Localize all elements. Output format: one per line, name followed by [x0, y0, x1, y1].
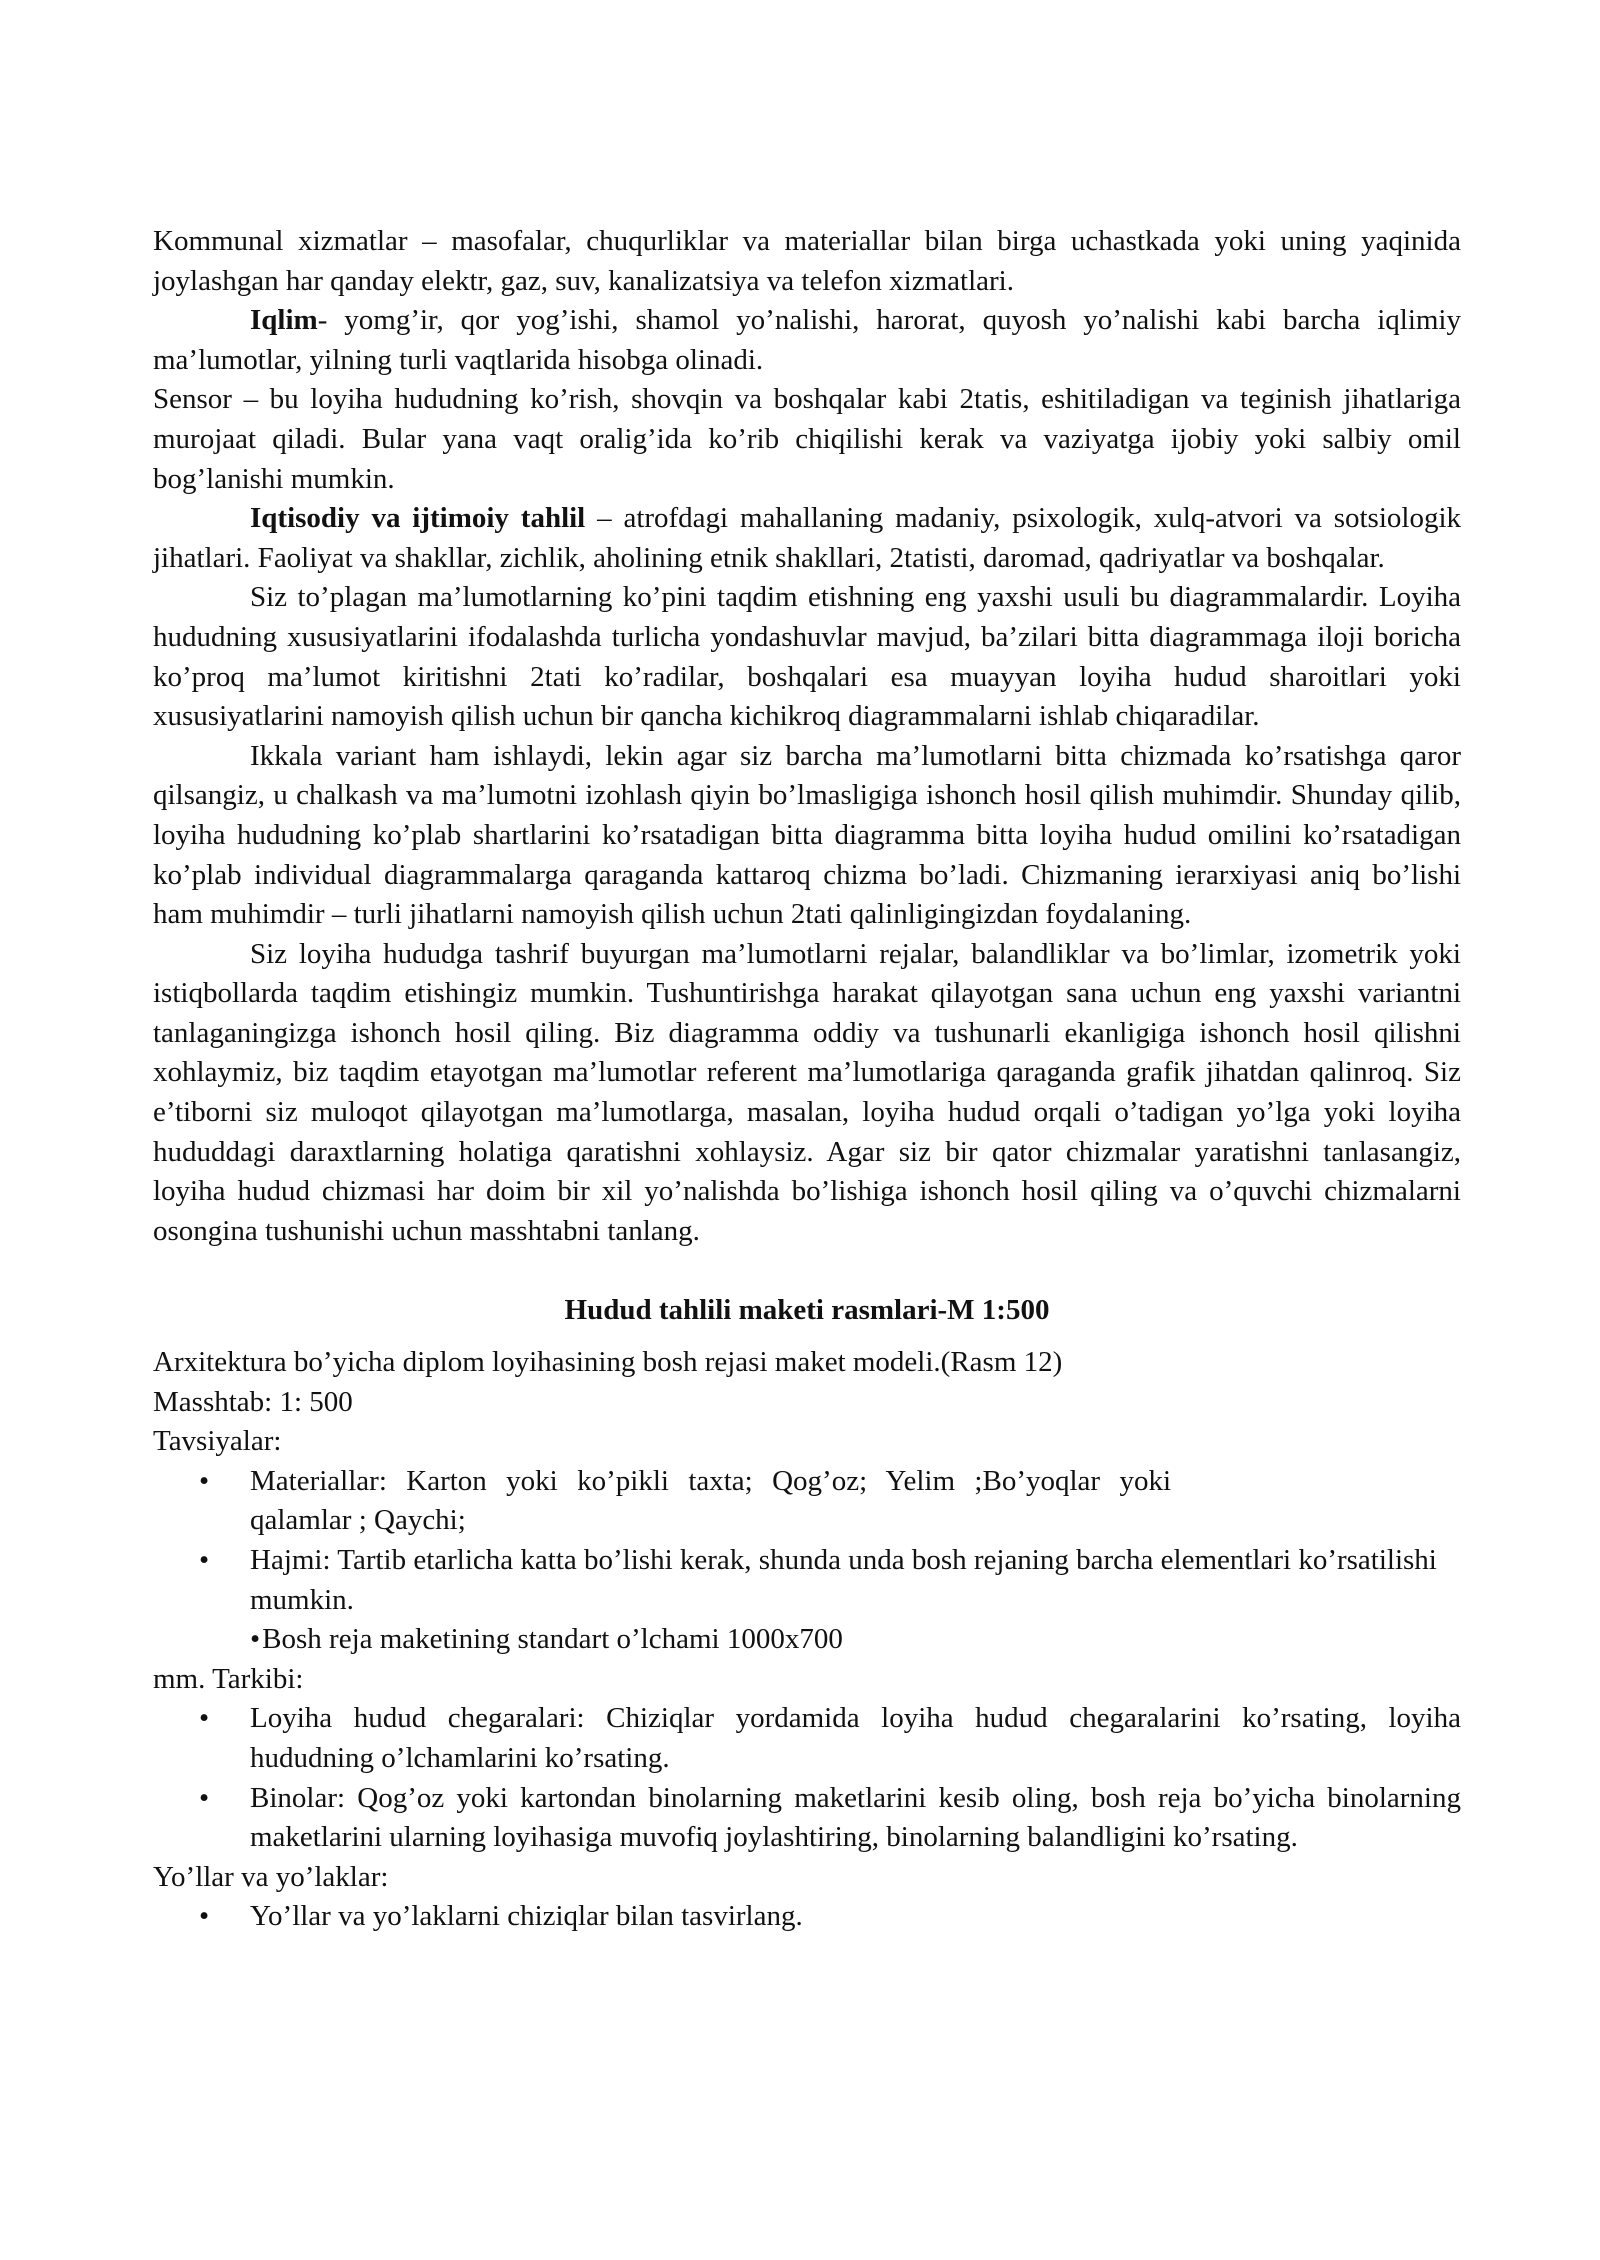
paragraph-text: Siz to’plagan ma’lumotlarning ko’pini taqdim etishning eng yaxshi usuli bu diagrammalardir. Loyiha hududning xususiyatlarini ifodalashda turlicha yondashuvlar mavjud, ba’zilari bitta diagrammaga iloji boricha ko’proq ma’lumot kiritishni 2tati ko’radilar, boshqalari esa muayyan loyiha hudud sharoitlari yoki xususiyatlarini namoyish qilish uchun bir qancha kichikroq diagrammalarni ishlab chiqaradilar.	[153, 581, 1461, 733]
roads-list	[153, 1897, 1461, 1937]
roads-label: Yo’llar va yo’laklar:	[153, 1860, 389, 1893]
list-item-text: Materiallar: Karton yoki ko’pikli taxta; Qog’oz; Yelim ;Bo’yoqlar yoki qalamlar ; Qaychi;	[250, 1464, 1171, 1537]
list-item-text: Hajmi: Tartib etarlicha katta bo’lishi kerak, shunda unda bosh rejaning barcha elementlari ko’rsatilishi mumkin.	[250, 1544, 1437, 1616]
paragraph-diagrams	[153, 578, 1461, 736]
paragraph-text: Kommunal xizmatlar – masofalar, chuqurliklar va materiallar bilan birga uchastkada yoki uning yaqinida joylashgan har qanday elektr, gaz, suv, kanalizatsiya va telefon xizmatlari.	[153, 225, 1461, 297]
scale-line: Masshtab: 1: 500	[153, 1385, 353, 1418]
paragraph-text: Siz loyiha hududga tashrif buyurgan ma’lumotlarni rejalar, balandliklar va bo’limlar, izometrik yoki istiqbollarda taqdim etishingiz mumkin. Tushuntirishga harakat qilayotgan sana uchun eng yaxshi variantni tanlaganingizga ishonch hosil qiling. Biz diagramma oddiy va tushunarli ekanligiga ishonch hosil qilishni xohlaymiz, biz taqdim etayotgan ma’lumotlar referent ma’lumotlariga qaraganda grafik jihatdan qalinroq. Siz e’tiborni siz muloqot qilayotgan ma’lumotlarga, masalan, loyiha hudud orqali o’tadigan yo’lga yoki loyiha hududdagi daraxtlarning holatiga qaratishni xohlaysiz. Agar siz bir qator chizmalar yaratishni tanlasangiz, loyiha hudud chizmasi har doim bir xil yo’nalishda bo’lishiga ishonch hosil qiling va o’quvchi chizmalarni osongina tushunishi uchun masshtabni tanlang.	[153, 937, 1461, 1247]
paragraph-text: Sensor – bu loyiha hududning ko’rish, shovqin va boshqalar kabi 2tatis, eshitiladigan va teginish jihatlariga murojaat qiladi. Bular yana vaqt oralig’ida ko’rib chiqilishi kerak va vaziyatga ijobiy yoki salbiy omil bog’lanishi mumkin.	[153, 383, 1461, 495]
paragraph-sensor	[153, 380, 1461, 499]
list-item	[153, 1779, 1461, 1858]
recommendations-list	[153, 1462, 1461, 1620]
list-item-text: Loyiha hudud chegaralari: Chiziqlar yordamida loyiha hudud chegaralarini ko’rsating, loyiha hududning o’lchamlarini ko’rsating.	[250, 1702, 1461, 1774]
section-heading: Hudud tahlili maketi rasmlari-M 1:500	[564, 1294, 1050, 1327]
standard-size-line	[153, 1620, 1461, 1660]
list-item-text: Binolar: Qog’oz yoki kartondan binolarning maketlarini kesib oling, bosh reja bo’yicha binolarning maketlarini ularning loyihasiga muvofiq joylashtiring, binolarning balandligini ko’rsating.	[250, 1781, 1461, 1854]
paragraph-both-variants	[153, 737, 1461, 935]
paragraph-utilities	[153, 222, 1461, 301]
composition-list	[153, 1699, 1461, 1857]
paragraph-climate	[153, 301, 1461, 380]
paragraph-text: Ikkala variant ham ishlaydi, lekin agar siz barcha ma’lumotlarni bitta chizmada ko’rsatishga qaror qilsangiz, u chalkash va ma’lumotni izohlash qiyin bo’lmasligiga ishonch hosil qilish muhimdir. Shunday qilib, loyiha hududning ko’plab shartlarini ko’rsatadigan bitta diagramma bitta loyiha hudud omilini ko’rsatadigan ko’plab individual diagrammalarga qaraganda kattaroq chizma bo’ladi. Chizmaning ierarxiyasi aniq bo’lishi ham muhimdir – turli jihatlarni namoyish qilish uchun 2tati qalinligingizdan foydalaning.	[153, 739, 1461, 931]
list-item	[153, 1541, 1461, 1620]
paragraph-presentation	[153, 935, 1461, 1252]
bullet-icon: •	[199, 1900, 210, 1933]
bullet-icon: •	[250, 1623, 261, 1656]
bullet-icon: •	[199, 1781, 210, 1814]
list-item-text: Yo’llar va yo’laklarni chiziqlar bilan tasvirlang.	[250, 1900, 803, 1933]
paragraph-economic-social	[153, 499, 1461, 578]
paragraph-text: - yomg’ir, qor yog’ishi, shamol yo’nalishi, harorat, quyosh yo’nalishi kabi barcha iqlimiy ma’lumotlar, yilning turli vaqtlarida hisobga olinadi.	[153, 304, 1461, 376]
bullet-icon: •	[199, 1464, 210, 1497]
list-item	[153, 1897, 1461, 1937]
document-page	[153, 222, 1461, 1937]
standard-size-text: Bosh reja maketining standart o’lchami 1000x700	[262, 1623, 843, 1656]
term-bold: Iqtisodiy va ijtimoiy tahlil	[250, 502, 586, 535]
paragraph-text: – atrofdagi mahallaning madaniy, psixologik, xulq-atvori va sotsiologik jihatlari. Faoliyat va shakllar, zichlik, aholining etnik shakllari, 2tatisti, daromad, qadriyatlar va boshqalar.	[153, 502, 1461, 574]
intro-line: Arxitektura bo’yicha diplom loyihasining bosh rejasi maket modeli.(Rasm 12)	[153, 1346, 1063, 1379]
list-item	[153, 1462, 1461, 1541]
bullet-icon: •	[199, 1544, 210, 1576]
bullet-icon: •	[199, 1702, 210, 1735]
term-bold: Iqlim	[250, 304, 318, 337]
composition-label: mm. Tarkibi:	[153, 1662, 304, 1695]
recommendations-label: Tavsiyalar:	[153, 1425, 282, 1458]
list-item	[153, 1699, 1461, 1778]
